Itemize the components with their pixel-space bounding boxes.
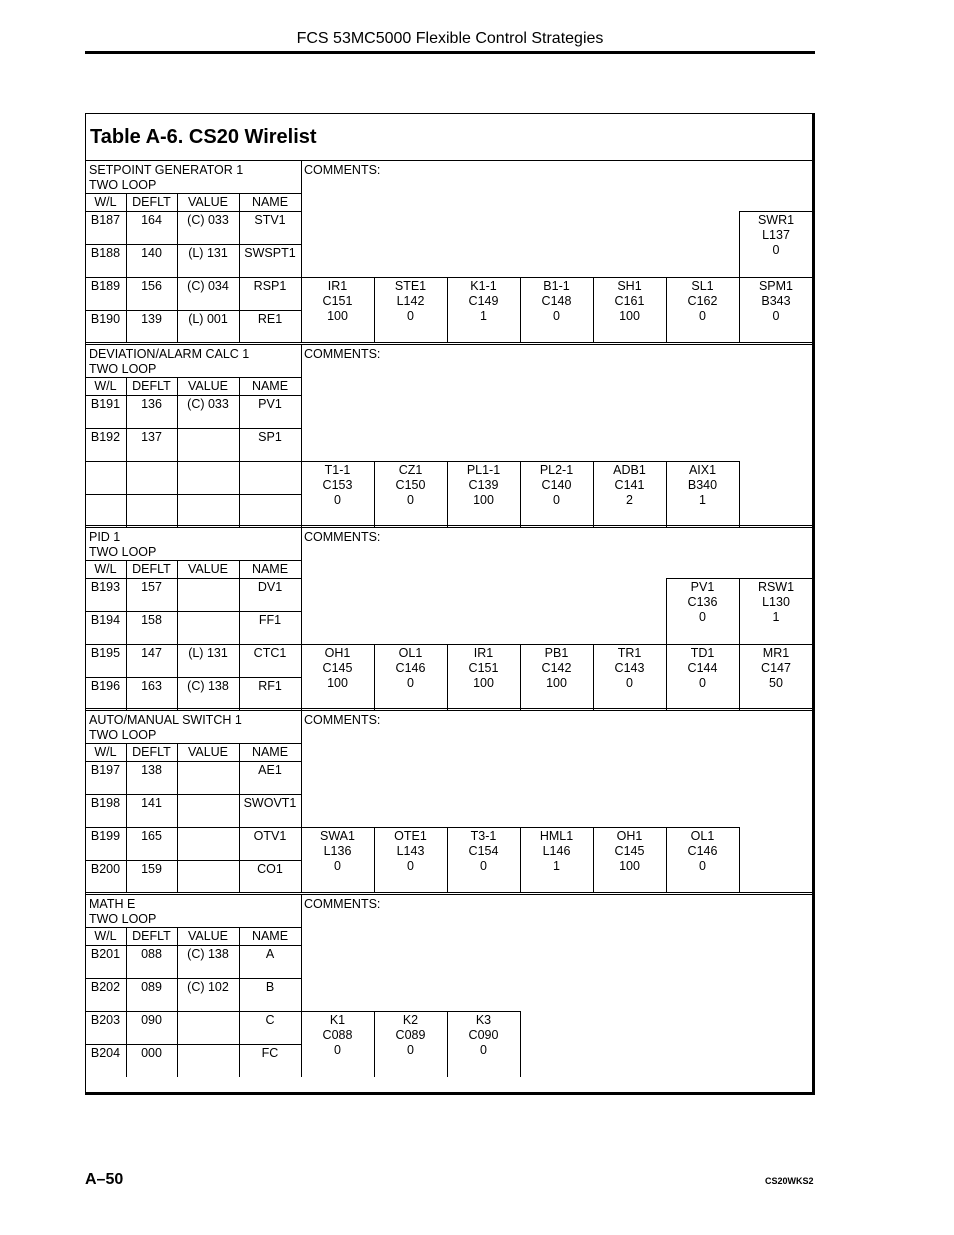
row-deflt-cell: 159 xyxy=(141,862,162,876)
column-header-bottom-rule xyxy=(85,945,301,946)
row-wl-cell: B187 xyxy=(90,213,121,227)
row-deflt-cell: 158 xyxy=(141,613,162,627)
row-deflt-cell: 165 xyxy=(141,829,162,843)
section-block xyxy=(85,710,813,893)
row-wl-cell: B193 xyxy=(90,580,121,594)
row-rule xyxy=(85,310,301,311)
section-double-rule xyxy=(85,525,813,528)
row-name-cell: SWOVT1 xyxy=(243,796,297,810)
column-header: NAME xyxy=(251,745,289,759)
grid-cell-address: C151 xyxy=(322,294,353,308)
row-wl-cell: B199 xyxy=(90,829,121,843)
row-name-cell: AE1 xyxy=(258,763,282,777)
grid-cell-address: C162 xyxy=(687,294,718,308)
grid-cell-value: 100 xyxy=(327,309,348,323)
grid-cell-address: C142 xyxy=(541,661,572,675)
row-rule xyxy=(85,1044,301,1045)
section-block xyxy=(85,344,813,527)
row-name-cell: STV1 xyxy=(254,213,286,227)
grid-cell-value: 0 xyxy=(407,493,414,507)
grid-cell-name: T3-1 xyxy=(470,829,497,843)
column-header: VALUE xyxy=(187,745,229,759)
column-header-rule xyxy=(85,743,301,744)
grid-cell-value: 1 xyxy=(553,859,560,873)
column-header: NAME xyxy=(251,195,289,209)
grid-row-rule xyxy=(301,644,813,645)
section-top-rule xyxy=(85,160,813,161)
grid-cell-address: L130 xyxy=(762,595,790,609)
row-deflt-cell: 147 xyxy=(141,646,162,660)
row-rule xyxy=(85,611,301,612)
row-deflt-cell: 164 xyxy=(141,213,162,227)
grid-cell-value: 0 xyxy=(480,859,487,873)
grid-row-rule xyxy=(301,1011,520,1012)
row-name-cell: RSP1 xyxy=(253,279,287,293)
column-header-bottom-rule xyxy=(85,578,301,579)
grid-cell-value: 100 xyxy=(327,676,348,690)
row-rule xyxy=(85,827,301,828)
row-value-cell: (L) 001 xyxy=(188,312,228,326)
section-name: DEVIATION/ALARM CALC 1 xyxy=(89,347,250,361)
grid-cell-name: SWA1 xyxy=(320,829,355,843)
row-deflt-cell: 088 xyxy=(141,947,162,961)
row-value-cell: (C) 034 xyxy=(187,279,229,293)
row-value-cell: (C) 138 xyxy=(187,947,229,961)
grid-cell-name: K3 xyxy=(475,1013,492,1027)
grid-cell-address: C161 xyxy=(614,294,645,308)
column-header-rule xyxy=(85,193,301,194)
grid-cell-name: SPM1 xyxy=(758,279,794,293)
grid-cell-value: 0 xyxy=(699,676,706,690)
row-name-cell: OTV1 xyxy=(253,829,287,843)
grid-cell-value: 2 xyxy=(626,493,633,507)
grid-cell-value: 0 xyxy=(407,1043,414,1057)
grid-cell-address: L142 xyxy=(396,294,425,308)
column-header: NAME xyxy=(251,562,289,576)
row-wl-cell: B201 xyxy=(90,947,121,961)
grid-cell-value: 1 xyxy=(699,493,706,507)
row-name-cell: RF1 xyxy=(258,679,282,693)
section-subname: TWO LOOP xyxy=(89,728,157,742)
grid-cell-name: PV1 xyxy=(690,580,715,594)
grid-cell-address: L136 xyxy=(323,844,352,858)
page-number: A–50 xyxy=(85,1171,124,1188)
section-name: MATH E xyxy=(89,897,136,911)
comments-label: COMMENTS: xyxy=(304,347,381,361)
row-value-cell: (L) 131 xyxy=(188,246,228,260)
grid-cell-name: OL1 xyxy=(690,829,715,843)
grid-cell-right-rule xyxy=(739,461,740,527)
grid-cell-value: 0 xyxy=(407,309,414,323)
column-divider xyxy=(177,743,178,893)
row-wl-cell: B198 xyxy=(90,796,121,810)
table-title: Table A-6. CS20 Wirelist xyxy=(90,126,317,148)
column-header-rule xyxy=(85,927,301,928)
grid-cell-value: 0 xyxy=(699,610,706,624)
column-header-rule xyxy=(85,560,301,561)
grid-cell-name: HML1 xyxy=(539,829,574,843)
row-wl-cell: B196 xyxy=(90,679,121,693)
grid-cell-address: C147 xyxy=(761,661,791,675)
row-rule xyxy=(85,1011,301,1012)
row-deflt-cell: 138 xyxy=(141,763,162,777)
row-wl-cell: B190 xyxy=(90,312,121,326)
column-header: W/L xyxy=(94,195,117,209)
grid-cell-name: T1-1 xyxy=(324,463,351,477)
grid-cell-name: B1-1 xyxy=(543,279,570,293)
grid-cell-name: K1 xyxy=(329,1013,346,1027)
column-header-bottom-rule xyxy=(85,211,301,212)
row-name-cell: DV1 xyxy=(257,580,283,594)
grid-cell-value: 0 xyxy=(553,493,560,507)
grid-row-rule xyxy=(301,277,813,278)
grid-cell-address: C090 xyxy=(468,1028,499,1042)
grid-cell-value: 0 xyxy=(699,309,706,323)
section-subname: TWO LOOP xyxy=(89,912,157,926)
grid-cell-right-rule xyxy=(739,827,740,893)
grid-cell-value: 0 xyxy=(407,676,414,690)
grid-cell-name: RSW1 xyxy=(757,580,795,594)
grid-cell-name: PL2-1 xyxy=(539,463,574,477)
grid-cell-top-rule xyxy=(666,578,739,579)
grid-cell-top-rule xyxy=(739,578,813,579)
grid-cell-name: TD1 xyxy=(690,646,715,660)
section-name: SETPOINT GENERATOR 1 xyxy=(89,163,244,177)
grid-cell-name: OH1 xyxy=(616,829,643,843)
row-wl-cell: B204 xyxy=(90,1046,121,1060)
grid-cell-name: TR1 xyxy=(617,646,642,660)
row-name-cell: CTC1 xyxy=(253,646,287,660)
grid-cell-value: 0 xyxy=(334,859,341,873)
grid-cell-name: MR1 xyxy=(762,646,790,660)
section-block xyxy=(85,160,813,343)
row-rule xyxy=(85,277,301,278)
grid-cell-value: 0 xyxy=(553,309,560,323)
row-name-cell: FC xyxy=(261,1046,279,1060)
row-deflt-cell: 090 xyxy=(141,1013,162,1027)
row-name-cell: SWSPT1 xyxy=(244,246,296,260)
column-header: VALUE xyxy=(187,562,229,576)
row-rule xyxy=(85,644,301,645)
grid-cell-address: C089 xyxy=(395,1028,426,1042)
grid-cell-value: 0 xyxy=(334,1043,341,1057)
grid-cell-name: SL1 xyxy=(691,279,714,293)
column-header-bottom-rule xyxy=(85,395,301,396)
grid-cell-address: C153 xyxy=(322,478,353,492)
grid-cell-name: K1-1 xyxy=(470,279,497,293)
grid-cell-address: C144 xyxy=(687,661,718,675)
grid-cell-address: L146 xyxy=(542,844,571,858)
grid-cell-address: C145 xyxy=(614,844,645,858)
section-subname: TWO LOOP xyxy=(89,545,157,559)
grid-cell-address: C088 xyxy=(322,1028,353,1042)
row-value-cell: (L) 131 xyxy=(188,646,228,660)
section-name: AUTO/MANUAL SWITCH 1 xyxy=(89,713,242,727)
grid-cell-address: C150 xyxy=(395,478,426,492)
grid-cell-name: ADB1 xyxy=(613,463,646,477)
row-rule xyxy=(85,428,301,429)
grid-cell-address: B340 xyxy=(687,478,718,492)
row-wl-cell: B200 xyxy=(90,862,121,876)
column-header: NAME xyxy=(251,929,289,943)
row-value-cell: (C) 138 xyxy=(187,679,229,693)
row-wl-cell: B192 xyxy=(90,430,121,444)
row-name-cell: CO1 xyxy=(257,862,283,876)
row-rule xyxy=(85,494,301,495)
section-subname: TWO LOOP xyxy=(89,362,157,376)
row-name-cell: FF1 xyxy=(258,613,282,627)
grid-cell-top-rule xyxy=(739,211,813,212)
column-header: W/L xyxy=(94,379,117,393)
column-header: DEFLT xyxy=(132,745,171,759)
column-header: DEFLT xyxy=(132,379,171,393)
grid-cell-address: C141 xyxy=(614,478,645,492)
wirelist-table xyxy=(85,113,815,1095)
grid-cell-address: B343 xyxy=(761,294,791,308)
grid-cell-name: SH1 xyxy=(617,279,642,293)
grid-cell-value: 1 xyxy=(480,309,487,323)
row-wl-cell: B202 xyxy=(90,980,121,994)
row-rule xyxy=(85,244,301,245)
grid-cell-name: OH1 xyxy=(324,646,351,660)
row-deflt-cell: 137 xyxy=(141,430,162,444)
comments-label: COMMENTS: xyxy=(304,713,381,727)
column-header: DEFLT xyxy=(132,562,171,576)
row-wl-cell: B197 xyxy=(90,763,121,777)
document-code: CS20WKS2 xyxy=(765,1176,814,1186)
column-header: W/L xyxy=(94,745,117,759)
row-rule xyxy=(85,860,301,861)
row-name-cell: B xyxy=(265,980,275,994)
grid-cell-address: C139 xyxy=(468,478,499,492)
column-header: VALUE xyxy=(187,379,229,393)
section-double-rule xyxy=(85,892,813,895)
column-header: DEFLT xyxy=(132,929,171,943)
grid-cell-address: C148 xyxy=(541,294,572,308)
row-name-cell: SP1 xyxy=(258,430,282,444)
grid-cell-right-rule xyxy=(520,1011,521,1077)
row-deflt-cell: 156 xyxy=(141,279,162,293)
section-block xyxy=(85,894,813,1077)
grid-cell-value: 0 xyxy=(772,243,780,257)
row-wl-cell: B195 xyxy=(90,646,121,660)
row-wl-cell: B194 xyxy=(90,613,121,627)
header-rule xyxy=(85,51,815,54)
grid-cell-address: C149 xyxy=(468,294,499,308)
grid-cell-address: C146 xyxy=(395,661,426,675)
section-name: PID 1 xyxy=(89,530,121,544)
grid-cell-name: IR1 xyxy=(473,646,494,660)
grid-cell-address: C146 xyxy=(687,844,718,858)
grid-cell-value: 0 xyxy=(772,309,780,323)
grid-cell-address: C136 xyxy=(687,595,718,609)
row-deflt-cell: 136 xyxy=(141,397,162,411)
row-wl-cell: B191 xyxy=(90,397,121,411)
section-double-rule xyxy=(85,342,813,345)
row-wl-cell: B188 xyxy=(90,246,121,260)
column-header-bottom-rule xyxy=(85,761,301,762)
grid-cell-address: C143 xyxy=(614,661,645,675)
grid-cell-address: C145 xyxy=(322,661,353,675)
row-value-cell: (C) 033 xyxy=(187,397,229,411)
row-rule xyxy=(85,461,301,462)
column-header: VALUE xyxy=(187,929,229,943)
grid-cell-name: K2 xyxy=(402,1013,419,1027)
row-deflt-cell: 157 xyxy=(141,580,162,594)
grid-cell-address: C140 xyxy=(541,478,572,492)
column-header: W/L xyxy=(94,929,117,943)
row-name-cell: RE1 xyxy=(257,312,283,326)
row-deflt-cell: 000 xyxy=(141,1046,162,1060)
section-subname: TWO LOOP xyxy=(89,178,157,192)
grid-cell-name: OTE1 xyxy=(394,829,427,843)
column-header: DEFLT xyxy=(132,195,171,209)
section-double-rule xyxy=(85,708,813,711)
grid-cell-value: 100 xyxy=(473,676,494,690)
row-wl-cell: B203 xyxy=(90,1013,121,1027)
grid-cell-value: 0 xyxy=(334,493,341,507)
row-deflt-cell: 141 xyxy=(141,796,162,810)
grid-cell-value: 100 xyxy=(546,676,567,690)
row-wl-cell: B189 xyxy=(90,279,121,293)
column-header: VALUE xyxy=(187,195,229,209)
section-block xyxy=(85,527,813,710)
grid-cell-name: CZ1 xyxy=(398,463,423,477)
row-deflt-cell: 139 xyxy=(141,312,162,326)
row-deflt-cell: 163 xyxy=(141,679,162,693)
grid-cell-value: 50 xyxy=(769,676,783,690)
row-rule xyxy=(85,978,301,979)
page-header-title: FCS 53MC5000 Flexible Control Strategies xyxy=(296,30,604,47)
column-header: NAME xyxy=(251,379,289,393)
grid-cell-value: 100 xyxy=(619,309,640,323)
comments-label: COMMENTS: xyxy=(304,530,381,544)
grid-cell-name: OL1 xyxy=(398,646,423,660)
grid-cell-address: C154 xyxy=(468,844,499,858)
row-name-cell: PV1 xyxy=(258,397,282,411)
grid-cell-address: C151 xyxy=(468,661,499,675)
row-deflt-cell: 089 xyxy=(141,980,162,994)
row-value-cell: (C) 102 xyxy=(187,980,229,994)
row-rule xyxy=(85,794,301,795)
column-header-rule xyxy=(85,377,301,378)
grid-cell-name: STE1 xyxy=(394,279,427,293)
comments-label: COMMENTS: xyxy=(304,897,381,911)
grid-cell-value: 100 xyxy=(473,493,494,507)
comments-label: COMMENTS: xyxy=(304,163,381,177)
grid-cell-name: AIX1 xyxy=(688,463,717,477)
grid-cell-name: PL1-1 xyxy=(466,463,501,477)
grid-cell-value: 100 xyxy=(619,859,640,873)
grid-cell-address: L137 xyxy=(762,228,790,242)
grid-cell-value: 1 xyxy=(772,610,780,624)
row-deflt-cell: 140 xyxy=(141,246,162,260)
grid-cell-address: L143 xyxy=(396,844,425,858)
column-header: W/L xyxy=(94,562,117,576)
grid-cell-value: 0 xyxy=(407,859,414,873)
grid-cell-name: IR1 xyxy=(327,279,348,293)
grid-cell-name: SWR1 xyxy=(757,213,795,227)
grid-cell-value: 0 xyxy=(480,1043,487,1057)
row-value-cell: (C) 033 xyxy=(187,213,229,227)
row-rule xyxy=(85,677,301,678)
grid-cell-value: 0 xyxy=(699,859,706,873)
row-name-cell: C xyxy=(265,1013,275,1027)
row-name-cell: A xyxy=(265,947,275,961)
grid-cell-name: PB1 xyxy=(544,646,569,660)
grid-cell-value: 0 xyxy=(626,676,633,690)
